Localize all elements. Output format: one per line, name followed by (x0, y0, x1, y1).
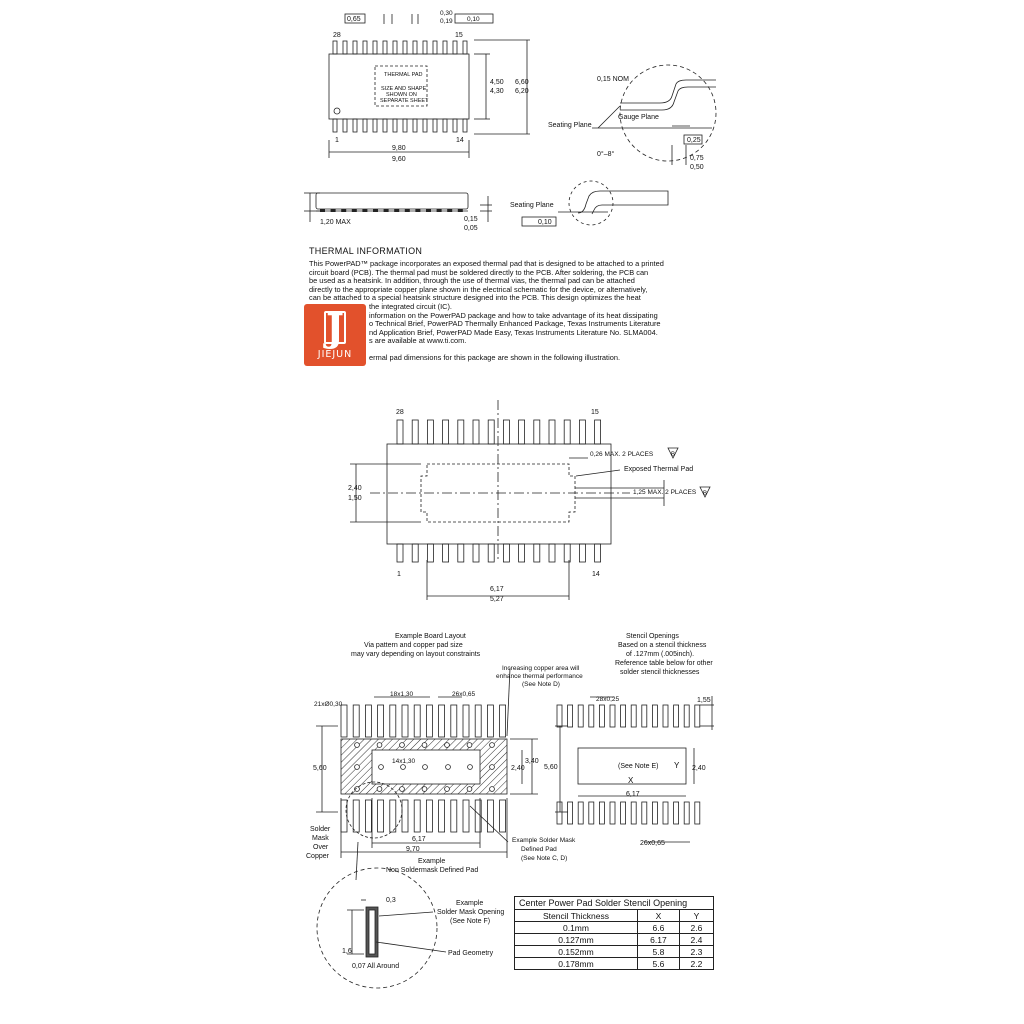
table-cell: 6.6 (637, 922, 679, 934)
svg-text:Solder: Solder (310, 826, 331, 833)
pad-length-max: 6,17 (490, 586, 504, 593)
lead (473, 420, 479, 444)
lead (503, 544, 509, 562)
stencil-pad (568, 802, 573, 824)
detail-dim-a: 0,3 (386, 897, 396, 904)
svg-text:may vary depending on layout c: may vary depending on layout constraints (351, 651, 481, 658)
board-pad (463, 800, 469, 832)
table-cell: 0.178mm (515, 958, 638, 970)
svg-text:(See Note F): (See Note F) (450, 918, 491, 925)
pad-height-bl: 2,40 (511, 765, 525, 772)
foot-max: 0,75 (690, 155, 704, 162)
detail-mask-note (437, 900, 504, 925)
table-header: Stencil Thickness (515, 910, 638, 922)
stencil-pad (568, 705, 573, 727)
tp-top-leads (397, 420, 601, 444)
board-pad (439, 705, 445, 737)
stencil-pad (557, 705, 562, 727)
note-b-2: B (703, 491, 708, 497)
stencil-pad (684, 705, 689, 727)
table-cell: 5.6 (637, 958, 679, 970)
svg-text:Solder Mask Opening: Solder Mask Opening (437, 909, 505, 916)
lead-width-min: 0,19 (440, 18, 453, 25)
stencil-pad (610, 802, 615, 824)
stencil-pad (557, 802, 562, 824)
board-pad (500, 705, 506, 737)
svg-text:Via pattern and copper pad siz: Via pattern and copper pad size (364, 642, 463, 649)
lead (393, 41, 397, 54)
stencil-bottom-pads (557, 802, 700, 824)
lead (403, 119, 407, 132)
note-b-1: B (671, 452, 676, 458)
stencil-pad (578, 802, 583, 824)
side-lead (331, 209, 336, 212)
table-row (515, 922, 714, 934)
pin-14-label: 14 (456, 137, 464, 144)
via (377, 743, 382, 748)
svg-text:Copper: Copper (306, 853, 329, 860)
stencil-pad (599, 802, 604, 824)
solder-mask-note (306, 826, 331, 860)
pin1-marker (334, 108, 340, 114)
via (401, 765, 406, 770)
lead (473, 544, 479, 562)
board-layout (316, 668, 538, 880)
svg-text:of .127mm (.005inch).: of .127mm (.005inch). (626, 651, 695, 658)
pad-geometry-label: Pad Geometry (448, 950, 494, 957)
tp-pin-15: 15 (591, 409, 599, 416)
lead (343, 41, 347, 54)
thermal-pad-view (350, 400, 710, 600)
board-pad (378, 705, 384, 737)
lead (363, 41, 367, 54)
bottom-leads (333, 119, 467, 132)
svg-text:Example Board Layout: Example Board Layout (395, 633, 466, 640)
stencil-pad (695, 802, 700, 824)
foot-min: 0,50 (690, 164, 704, 171)
lead (413, 41, 417, 54)
table-cell: 6.17 (637, 934, 679, 946)
board-pad (426, 800, 432, 832)
table-cell: 2.2 (679, 958, 713, 970)
stencil-pad (578, 705, 583, 727)
lead (519, 420, 525, 444)
lead (488, 420, 494, 444)
mask-defined-note (512, 837, 576, 862)
height-max: 1,20 MAX (320, 219, 351, 226)
via (467, 743, 472, 748)
table-row (515, 958, 714, 970)
pad-width-max: 2,40 (348, 485, 362, 492)
angle-label: 0°–8° (597, 151, 615, 158)
svg-text:solder stencil thicknesses: solder stencil thicknesses (620, 669, 700, 676)
board-pad (365, 705, 371, 737)
board-pad (463, 705, 469, 737)
package-top-view (329, 14, 530, 158)
lead (549, 544, 555, 562)
body-width-min: 4,30 (490, 88, 504, 95)
pad-length-min: 5,27 (490, 596, 504, 603)
position-tolerance: 0,10 (467, 16, 480, 23)
st-pad-height: 2,40 (692, 765, 706, 772)
nom-thickness: 0,15 NOM (597, 76, 629, 83)
svg-text:Non Soldermask Defined Pad: Non Soldermask Defined Pad (386, 867, 479, 874)
logo-j-icon: J (326, 305, 344, 350)
pad-detail (317, 868, 446, 988)
board-pad (365, 800, 371, 832)
stencil-pad (663, 802, 668, 824)
svg-text:enhance thermal performance: enhance thermal performance (496, 673, 583, 680)
lead (353, 119, 357, 132)
board-pad (402, 800, 408, 832)
stencil-pad (674, 705, 679, 727)
via (377, 787, 382, 792)
table-cell: 0.1mm (515, 922, 638, 934)
board-title (351, 633, 481, 658)
lead-width-max: 0,30 (440, 10, 453, 17)
lead (534, 544, 540, 562)
via (490, 765, 495, 770)
via (422, 787, 427, 792)
svg-text:SIZE AND SHAPE: SIZE AND SHAPE (381, 86, 427, 92)
tp-bottom-leads (397, 544, 601, 562)
overall-width-min: 6,20 (515, 88, 529, 95)
side-lead (426, 209, 431, 212)
svg-text:Example: Example (456, 900, 484, 907)
lead (383, 41, 387, 54)
via-pitch: 18x1,30 (390, 691, 414, 698)
seating-plane-label: Seating Plane (548, 122, 592, 129)
stencil-pad (652, 802, 657, 824)
lead (373, 41, 377, 54)
st-pad-pitch-bot: 26x0,65 (640, 840, 665, 847)
thermal-pad-note (380, 72, 429, 104)
stencil-pad (684, 802, 689, 824)
via (400, 743, 405, 748)
lead (433, 41, 437, 54)
seating-plane-label-2: Seating Plane (510, 202, 554, 209)
lead (423, 119, 427, 132)
lead (363, 119, 367, 132)
board-pad (341, 705, 347, 737)
pad-length-bl: 6,17 (412, 836, 426, 843)
board-pad (426, 705, 432, 737)
side-lead (352, 209, 357, 212)
lead (488, 544, 494, 562)
height-outer: 5,60 (313, 765, 327, 772)
via (422, 743, 427, 748)
lead (397, 544, 403, 562)
st-y-label: Y (674, 761, 680, 770)
stencil-pad (599, 705, 604, 727)
gauge-dim: 0,25 (687, 137, 701, 144)
via (490, 787, 495, 792)
svg-text:Based on a stencil thickness: Based on a stencil thickness (618, 642, 707, 649)
inner-vias: 14x1,30 (392, 758, 416, 765)
stencil-pad (642, 802, 647, 824)
lead (463, 41, 467, 54)
standoff-min: 0,05 (464, 225, 478, 232)
nsmd-note (386, 858, 478, 874)
thermal-info-heading: THERMAL INFORMATION (309, 246, 423, 256)
stencil-pad (621, 705, 626, 727)
svg-text:Reference table below for othe: Reference table below for other (615, 660, 713, 667)
table-header: X (637, 910, 679, 922)
lead (393, 119, 397, 132)
table-cell: 0.127mm (515, 934, 638, 946)
side-lead (394, 209, 399, 212)
gauge-plane-label: Gauge Plane (618, 114, 659, 121)
table-header-row (515, 910, 714, 922)
side-view-leads (320, 209, 463, 212)
lead (463, 119, 467, 132)
stencil-pad (642, 705, 647, 727)
via-dim: 21xØ0,30 (314, 701, 343, 708)
board-pad (353, 800, 359, 832)
stencil-pad (589, 705, 594, 727)
board-pad (390, 705, 396, 737)
svg-text:THERMAL PAD: THERMAL PAD (384, 72, 423, 78)
lead (595, 544, 601, 562)
lead (443, 119, 447, 132)
board-pad (402, 705, 408, 737)
stencil-pad (652, 705, 657, 727)
svg-text:SHOWN ON: SHOWN ON (386, 92, 417, 98)
pin-pitch-label: 0,65 (347, 16, 361, 23)
table-cell: 5.8 (637, 946, 679, 958)
board-pad (353, 705, 359, 737)
lead (443, 41, 447, 54)
side-lead (415, 209, 420, 212)
length-min: 9,60 (392, 156, 406, 163)
lead (453, 119, 457, 132)
lead (403, 41, 407, 54)
st-x-label: X (628, 776, 634, 785)
via (468, 765, 473, 770)
table-header: Y (679, 910, 713, 922)
via (423, 765, 428, 770)
lead (412, 420, 418, 444)
detail-dim-b: 1,6 (342, 948, 352, 955)
svg-text:Defined Pad: Defined Pad (521, 846, 557, 853)
exposed-pad-label: Exposed Thermal Pad (624, 466, 694, 473)
standoff-max: 0,15 (464, 216, 478, 223)
side-lead (373, 209, 378, 212)
table-cell: 2.3 (679, 946, 713, 958)
lead (443, 420, 449, 444)
pad-pitch: 26x0,65 (452, 691, 476, 698)
board-pad (414, 800, 420, 832)
svg-text:Increasing copper area will: Increasing copper area will (502, 665, 580, 672)
via (446, 765, 451, 770)
pin-15-label: 15 (455, 32, 463, 39)
via (445, 743, 450, 748)
st-pad-length: 1,55 (697, 697, 711, 704)
side-lead (405, 209, 410, 212)
svg-text:Example: Example (418, 858, 446, 865)
via (467, 787, 472, 792)
stencil-table (514, 896, 714, 970)
st-pad-pitch-top: 28x0,25 (596, 696, 620, 703)
side-lead (341, 209, 346, 212)
top-leads (333, 41, 467, 54)
lead (534, 420, 540, 444)
board-pad (487, 705, 493, 737)
via (379, 765, 384, 770)
pin-1-label: 1 (335, 137, 339, 144)
lead (397, 420, 403, 444)
board-pad (500, 800, 506, 832)
via (355, 765, 360, 770)
body-width-max: 4,50 (490, 79, 504, 86)
stencil-pad (695, 705, 700, 727)
lead (383, 119, 387, 132)
table-row (515, 934, 714, 946)
lead (579, 544, 585, 562)
svg-text:SEPARATE SHEET: SEPARATE SHEET (380, 98, 429, 104)
svg-text:Example Solder Mask: Example Solder Mask (512, 837, 576, 844)
via (400, 787, 405, 792)
jiejun-logo (304, 304, 366, 366)
lead (595, 420, 601, 444)
board-pad (414, 705, 420, 737)
svg-text:Stencil Openings: Stencil Openings (626, 633, 679, 640)
lead (333, 41, 337, 54)
length-max: 9,80 (392, 145, 406, 152)
svg-text:Over: Over (313, 844, 329, 851)
lead (427, 420, 433, 444)
pad-width-min: 1,50 (348, 495, 362, 502)
stencil-pad (631, 802, 636, 824)
stencil-pad (663, 705, 668, 727)
lead (519, 544, 525, 562)
side-lead (458, 209, 463, 212)
board-pad (390, 800, 396, 832)
st-note: (See Note E) (618, 763, 659, 770)
lead (413, 119, 417, 132)
board-top-pads (341, 705, 506, 737)
st-pad-length-dim: 6,17 (626, 791, 640, 798)
via (445, 787, 450, 792)
board-pad (451, 705, 457, 737)
lead (343, 119, 347, 132)
height-inner: 3,40 (525, 758, 539, 765)
board-pad (378, 800, 384, 832)
side-lead (447, 209, 452, 212)
logo-text: JIEJUN (317, 349, 353, 360)
board-pad (475, 705, 481, 737)
stencil-pad (589, 802, 594, 824)
notch-note: 0,26 MAX. 2 PLACES (590, 451, 654, 458)
side-lead (437, 209, 442, 212)
coplanarity: 0,10 (538, 219, 552, 226)
overall-length-bl: 9,70 (406, 846, 420, 853)
svg-text:(See Note D): (See Note D) (522, 681, 560, 688)
lead (458, 544, 464, 562)
lead (443, 544, 449, 562)
stencil-pad (621, 802, 626, 824)
detail-all-around: 0,07 All Around (352, 963, 400, 970)
lead (433, 119, 437, 132)
lead (423, 41, 427, 54)
table-row (515, 946, 714, 958)
lead (453, 41, 457, 54)
table-cell: 0.152mm (515, 946, 638, 958)
lead (564, 420, 570, 444)
board-pad (439, 800, 445, 832)
svg-text:Mask: Mask (312, 835, 329, 842)
lead (353, 41, 357, 54)
tp-pin-14: 14 (592, 571, 600, 578)
lead (427, 544, 433, 562)
stencil-pad (631, 705, 636, 727)
stencil-title (615, 633, 713, 676)
lead (549, 420, 555, 444)
side-lead (320, 209, 325, 212)
side-lead (362, 209, 367, 212)
pin-28-label: 28 (333, 32, 341, 39)
stencil-pad (674, 802, 679, 824)
st-height: 5,60 (544, 764, 558, 771)
table-cell: 2.4 (679, 934, 713, 946)
stencil-pad (610, 705, 615, 727)
tp-pin-28: 28 (396, 409, 404, 416)
thermal-info-paragraph: This PowerPAD™ package incorporates an exposed thermal pad that is designed to be attached to a printed circuit board (PCB). The thermal pad must be soldered directly to the PCB. After soldering, the PCB can be used as a heatsink. In addition, through the use of thermal vias, the thermal pad can be attached directly to the appropriate copper plane shown in the electrical schematic for the device, or alternatively, can be attached to a special heatsink structure designed into the PCB. This design optimizes the heat the integrated circuit (IC). information on the PowerPAD package and how to take advantage of its heat dissipating o Technical Brief, PowerPAD Thermally Enhanced Package, Texas Instruments Literature nd Application Brief, PowerPAD Made Easy, Texas Instruments Literature No. SLMA004. s are available at www.ti.com. ermal pad dimensions for this package are shown in the following illustration. (309, 259, 664, 362)
side-note: 1,25 MAX. 2 PLACES (633, 489, 697, 496)
overall-width-max: 6,60 (515, 79, 529, 86)
via (490, 743, 495, 748)
lead (458, 420, 464, 444)
lead (564, 544, 570, 562)
stencil-top-pads (557, 705, 700, 727)
side-lead (384, 209, 389, 212)
lead (579, 420, 585, 444)
board-pad (451, 800, 457, 832)
stencil-table-caption: Center Power Pad Solder Stencil Opening (514, 896, 714, 909)
lead (412, 544, 418, 562)
svg-text:(See Note C, D): (See Note C, D) (521, 855, 568, 862)
lead (373, 119, 377, 132)
lead (333, 119, 337, 132)
tp-pin-1: 1 (397, 571, 401, 578)
lead (503, 420, 509, 444)
table-cell: 2.6 (679, 922, 713, 934)
via (355, 743, 360, 748)
